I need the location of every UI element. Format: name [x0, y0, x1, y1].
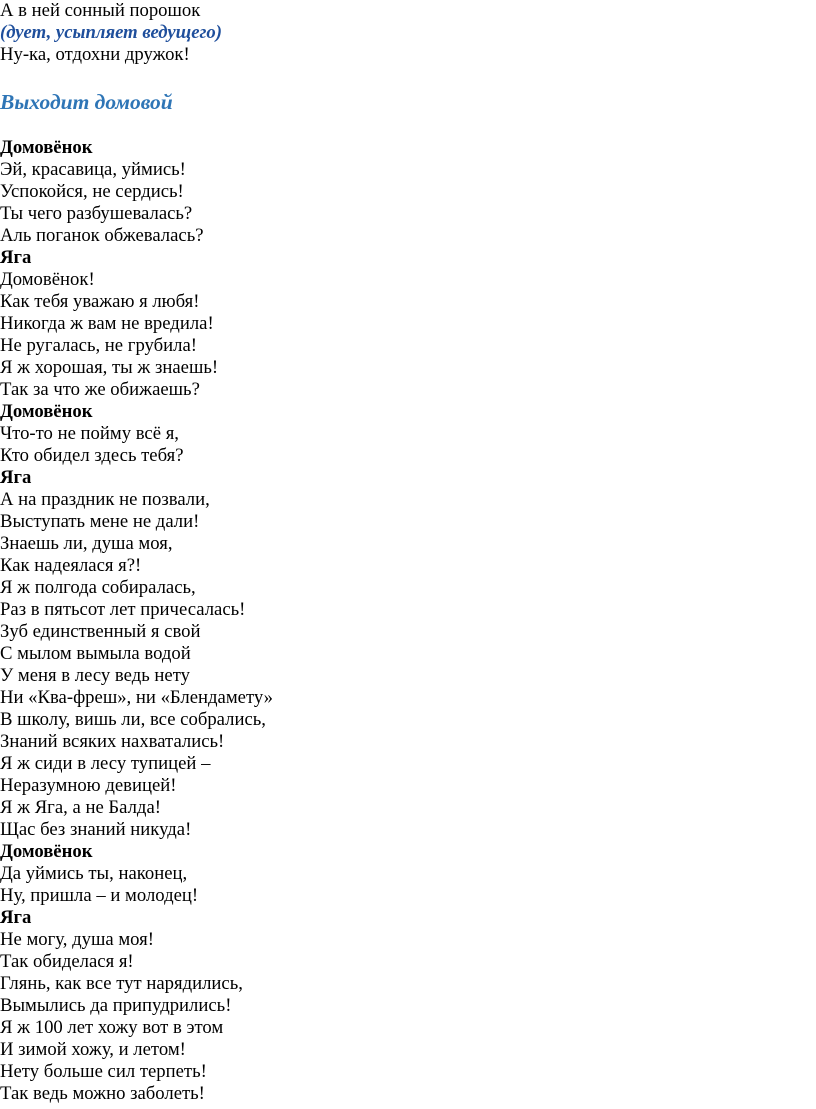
verse-line: Эй, красавица, уймись! — [0, 159, 186, 180]
verse-line: Да уймись ты, наконец, — [0, 863, 188, 884]
stage-direction: (дует, усыпляет ведущего) — [0, 22, 222, 43]
verse-line: Я ж 100 лет хожу вот в этом — [0, 1017, 224, 1038]
verse-line: В школу, вишь ли, все собрались, — [0, 709, 266, 730]
verse-line: Кто обидел здесь тебя? — [0, 445, 184, 466]
verse-line: Ни «Ква-фреш», ни «Блендамету» — [0, 687, 274, 708]
speaker-name: Домовёнок — [0, 137, 93, 158]
verse-line: Неразумною девицей! — [0, 775, 177, 796]
scene-heading: Выходит домовой — [0, 90, 173, 114]
speaker-name: Яга — [0, 247, 32, 268]
verse-line: Щас без знаний никуда! — [0, 819, 192, 840]
speaker-name: Домовёнок — [0, 401, 93, 422]
verse-line: Не могу, душа моя! — [0, 929, 154, 950]
verse-line: Я ж хорошая, ты ж знаешь! — [0, 357, 219, 378]
verse-line: Выступать мене не дали! — [0, 511, 200, 532]
verse-line: Зуб единственный я свой — [0, 621, 201, 642]
verse-line: Домовёнок! — [0, 269, 95, 290]
verse-line: Глянь, как все тут нарядились, — [0, 973, 243, 994]
verse-line: Как надеялася я?! — [0, 555, 142, 576]
verse-line: У меня в лесу ведь нету — [0, 665, 190, 686]
verse-line: Так за что же обижаешь? — [0, 379, 200, 400]
verse-line: Как тебя уважаю я любя! — [0, 291, 200, 312]
verse-line: Не ругалась, не грубила! — [0, 335, 197, 356]
verse-line: Ну-ка, отдохни дружок! — [0, 44, 190, 65]
speaker-name: Домовёнок — [0, 841, 93, 862]
verse-line: Знаешь ли, душа моя, — [0, 533, 173, 554]
verse-line: Успокойся, не сердись! — [0, 181, 184, 202]
verse-line: Никогда ж вам не вредила! — [0, 313, 214, 334]
verse-line: Вымылись да припудрились! — [0, 995, 232, 1016]
verse-line: Ты чего разбушевалась? — [0, 203, 193, 224]
verse-line: Так ведь можно заболеть! — [0, 1083, 205, 1104]
verse-line: Ну, пришла – и молодец! — [0, 885, 199, 906]
verse-line: А на праздник не позвали, — [0, 489, 210, 510]
verse-line: И зимой хожу, и летом! — [0, 1039, 186, 1060]
verse-line: Знаний всяких нахватались! — [0, 731, 225, 752]
verse-line: Я ж полгода собиралась, — [0, 577, 196, 598]
verse-line: Раз в пятьсот лет причесалась! — [0, 599, 246, 620]
verse-line: Я ж Яга, а не Балда! — [0, 797, 161, 818]
verse-line: Нету больше сил терпеть! — [0, 1061, 207, 1082]
verse-line: Что-то не пойму всё я, — [0, 423, 179, 444]
verse-line: С мылом вымыла водой — [0, 643, 191, 664]
verse-line: Аль поганок обжевалась? — [0, 225, 204, 246]
speaker-name: Яга — [0, 907, 32, 928]
verse-line: Я ж сиди в лесу тупицей – — [0, 753, 211, 774]
verse-line: Так обиделася я! — [0, 951, 134, 972]
verse-line: А в ней сонный порошок — [0, 0, 201, 21]
speaker-name: Яга — [0, 467, 32, 488]
